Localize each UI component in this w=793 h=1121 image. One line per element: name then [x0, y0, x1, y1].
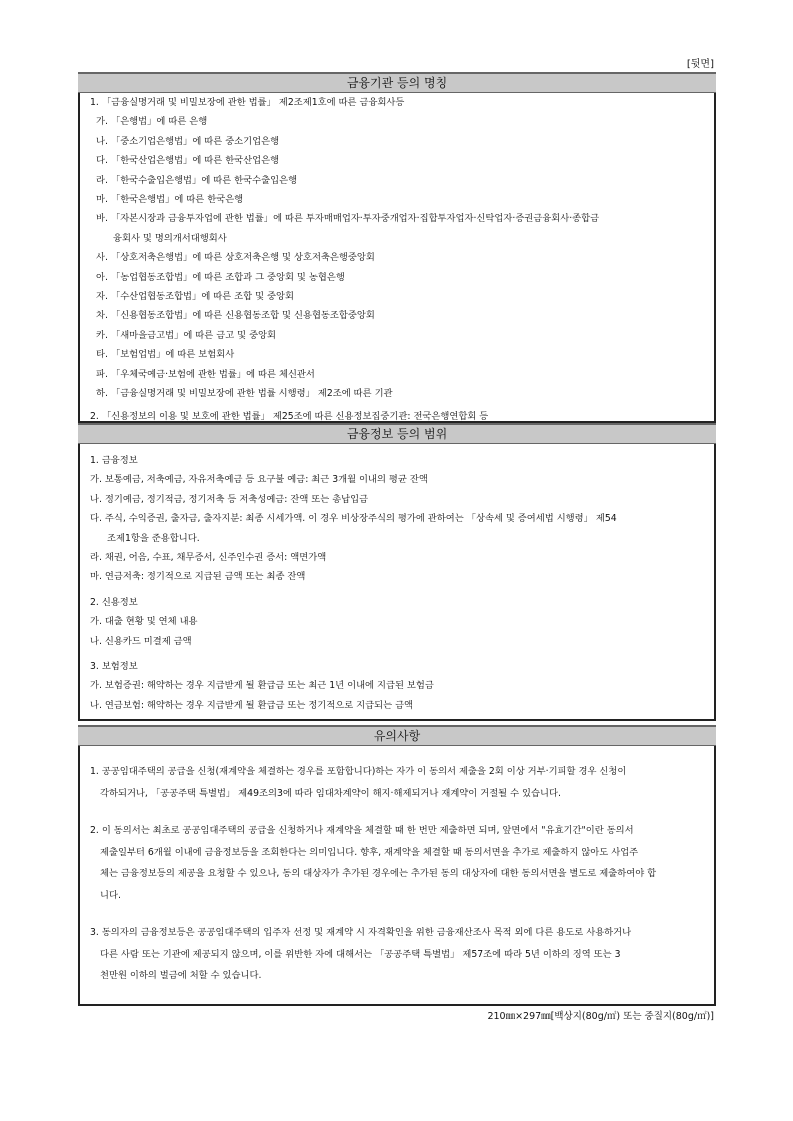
list-item: 아. 「농업협동조합법」에 따른 조합과 그 중앙회 및 농협은행	[96, 271, 345, 283]
list-item: 나. 연금보험: 해약하는 경우 지급받게 될 환급금 또는 정기적으로 지급되는 금액	[90, 699, 414, 711]
note-line: 체는 금융정보등의 제공을 요청할 수 있으나, 동의 대상자가 추가된 경우에는 추가된 동의 대상자에 대한 동의서면을 별도로 제출하여야 합	[100, 868, 657, 879]
list-item: 나. 신용카드 미결제 금액	[90, 635, 192, 647]
list-item: 타. 「보험업법」에 따른 보험회사	[96, 349, 235, 361]
list-item: 사. 「상호저축은행법」에 따른 상호저축은행 및 상호저축은행중앙회	[96, 252, 375, 264]
consent-form-back-page	[78, 58, 716, 1022]
note-line: 각하되거나, 「공공주택 특별법」 제49조의3에 따라 임대차계약이 해지·해제되거나 재계약이 거절될 수 있습니다.	[100, 787, 561, 799]
group-heading: 2. 신용정보	[90, 596, 138, 608]
section-body	[78, 746, 716, 1006]
note-paragraph	[80, 761, 714, 804]
list-item: 가. 보험증권: 해약하는 경우 지급받게 될 환급금 또는 최근 1년 이내에 지급된 보험금	[90, 680, 434, 692]
paper-spec-footer: 210㎜×297㎜[백상지(80g/㎡) 또는 중질지(80g/㎡)]	[487, 1011, 714, 1022]
section-body	[78, 93, 716, 423]
section-financial-info-scope	[78, 423, 716, 721]
list-item: 하. 「금융실명거래 및 비밀보장에 관한 법률 시행령」 제2조에 따른 기관	[96, 388, 393, 400]
note-line: 다른 사람 또는 기관에 제공되지 않으며, 이를 위반한 자에 대해서는 「공공주택 특별법」 제57조에 따라 5년 이하의 징역 또는 3	[100, 948, 621, 960]
list-item: 가. 대출 현황 및 연체 내용	[90, 616, 198, 628]
list-item-continuation: 융회사 및 명의개서대행회사	[113, 232, 227, 244]
note-line: 천만원 이하의 벌금에 처할 수 있습니다.	[100, 970, 262, 981]
section-notes	[78, 725, 716, 1006]
list-item: 파. 「우체국예금·보험에 관한 법률」에 따른 체신관서	[96, 368, 315, 380]
list-item: 마. 연금저축: 정기적으로 지급된 금액 또는 최종 잔액	[90, 571, 306, 583]
group-heading: 1. 금융정보	[90, 455, 138, 466]
list-item: 마. 「한국은행법」에 따른 한국은행	[96, 194, 244, 206]
list-item: 가. 「은행법」에 따른 은행	[96, 116, 208, 128]
list-item: 라. 「한국수출입은행법」에 따른 한국수출입은행	[96, 174, 298, 186]
section-financial-institutions	[78, 72, 716, 423]
note-line: 2. 이 동의서는 최초로 공공임대주택의 공급을 신청하거나 재계약을 체결할 때 한 번만 제출하면 되며, 앞면에서 "유효기간"이란 동의서	[90, 825, 634, 836]
list-item: 다. 주식, 수익증권, 출자금, 출자지분: 최종 시세가액. 이 경우 비상장주식의 평가에 관하여는 「상속세 및 증여세법 시행령」 제54	[90, 513, 617, 525]
section-title: 금융기관 등의 명칭	[78, 72, 716, 93]
list-item-continuation: 조제1항을 준용합니다.	[107, 532, 200, 544]
section-body	[78, 444, 716, 721]
list-item: 바. 「자본시장과 금융투자업에 관한 법률」에 따른 투자매매업자·투자중개업자·집합투자업자·신탁업자·증권금융회사·종합금	[96, 213, 600, 225]
list-item: 라. 채권, 어음, 수표, 채무증서, 신주인수권 증서: 액면가액	[90, 552, 327, 564]
list-item: 나. 정기예금, 정기적금, 정기저축 등 저축성예금: 잔액 또는 총납입금	[90, 493, 369, 505]
list-item: 차. 「신용협동조합법」에 따른 신용협동조합 및 신용협동조합중앙회	[96, 310, 375, 322]
list-item: 자. 「수산업협동조합법」에 따른 조합 및 중앙회	[96, 291, 294, 303]
note-paragraph	[80, 922, 714, 987]
list-item: 2. 「신용정보의 이용 및 보호에 관한 법률」 제25조에 따른 신용정보집중기관: 전국은행연합회 등	[90, 410, 489, 422]
back-page-label: [뒷면]	[686, 59, 714, 70]
list-item: 1. 「금융실명거래 및 비밀보장에 관한 법률」 제2조제1호에 따른 금융회사등	[90, 97, 405, 108]
note-line: 3. 동의자의 금융정보등은 공공임대주택의 입주자 선정 및 재계약 시 자격확인을 위한 금융재산조사 목적 외에 다른 용도로 사용하거나	[90, 927, 632, 938]
section-title: 유의사항	[78, 725, 716, 746]
list-item: 나. 「중소기업은행법」에 따른 중소기업은행	[96, 135, 280, 147]
section-title: 금융정보 등의 범위	[78, 423, 716, 444]
note-line: 1. 공공임대주택의 공급을 신청(재계약을 체결하는 경우를 포함합니다)하는 자가 이 동의서 제출을 2회 이상 거부·기피할 경우 신청이	[90, 766, 627, 777]
note-line: 니다.	[100, 889, 121, 901]
list-item: 가. 보통예금, 저축예금, 자유저축예금 등 요구불 예금: 최근 3개월 이내의 평균 잔액	[90, 474, 428, 486]
list-item: 다. 「한국산업은행법」에 따른 한국산업은행	[96, 155, 280, 167]
list-item: 카. 「새마을금고법」에 따른 금고 및 중앙회	[96, 329, 277, 341]
note-line: 제출일부터 6개월 이내에 금융정보등을 조회한다는 의미입니다. 향후, 재계약을 체결할 때 동의서면을 추가로 제출하지 않아도 사업주	[100, 846, 639, 858]
note-paragraph	[80, 820, 714, 906]
group-heading: 3. 보험정보	[90, 661, 138, 673]
